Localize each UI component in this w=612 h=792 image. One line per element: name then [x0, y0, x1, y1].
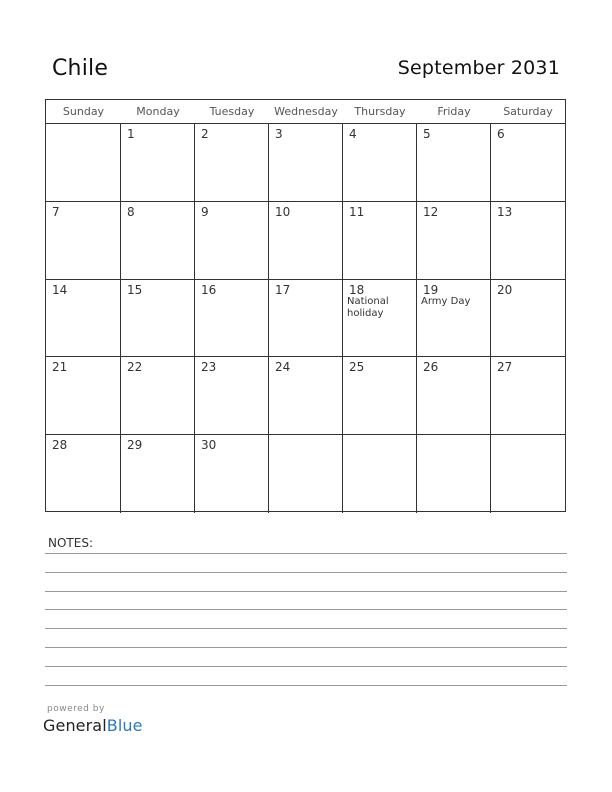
day-cell [343, 202, 417, 280]
day-number: 30 [201, 438, 217, 453]
day-cell [491, 280, 565, 358]
notes-label: NOTES: [48, 536, 93, 550]
day-number: 20 [497, 282, 513, 297]
day-cell [491, 357, 565, 435]
day-number: 11 [349, 204, 365, 219]
day-cell [343, 435, 417, 513]
day-number: 9 [201, 204, 209, 219]
day-cell [195, 124, 269, 202]
day-number: 25 [349, 360, 365, 375]
day-number: 7 [52, 204, 60, 219]
day-cell [417, 357, 491, 435]
weekday-saturday: Saturday [503, 105, 553, 118]
day-cell [46, 202, 121, 280]
day-number: 8 [127, 204, 135, 219]
generalblue-logo [43, 716, 143, 735]
day-number: 2 [201, 127, 209, 141]
day-number: 17 [275, 282, 291, 297]
notes-line [45, 628, 567, 629]
day-cell [269, 435, 343, 513]
calendar-grid [45, 99, 566, 512]
day-number: 23 [201, 360, 217, 375]
day-cell [491, 435, 565, 513]
day-cell [269, 202, 343, 280]
day-number: 10 [275, 204, 291, 219]
day-number: 21 [52, 360, 68, 375]
day-cell [269, 357, 343, 435]
day-cell [417, 435, 491, 513]
notes-line [45, 572, 567, 573]
day-number: 28 [52, 438, 68, 453]
notes-line [45, 647, 567, 648]
day-cell [491, 124, 565, 202]
day-cell [46, 357, 121, 435]
day-cell [417, 202, 491, 280]
day-cell [121, 124, 195, 202]
day-cell [121, 435, 195, 513]
day-cell [121, 357, 195, 435]
day-cell [195, 357, 269, 435]
day-cell [343, 280, 417, 358]
day-cell [269, 124, 343, 202]
day-number: 29 [127, 438, 143, 453]
day-cell [343, 124, 417, 202]
weekday-thursday: Thursday [354, 105, 406, 118]
notes-line [45, 666, 567, 667]
day-cell [46, 435, 121, 513]
logo-general: General [43, 716, 107, 735]
day-cell [195, 435, 269, 513]
notes-line [45, 685, 567, 686]
day-cell [269, 280, 343, 358]
day-cell [491, 202, 565, 280]
notes-line [45, 591, 567, 592]
day-number: 26 [423, 360, 439, 375]
day-number: 6 [497, 127, 505, 141]
weekday-header-row [46, 100, 565, 124]
day-number: 19 [423, 282, 439, 297]
day-cell [121, 202, 195, 280]
day-number: 5 [423, 127, 431, 141]
day-cell [46, 280, 121, 358]
holiday-label: National holiday [347, 295, 389, 319]
day-number: 22 [127, 360, 143, 375]
day-number: 12 [423, 204, 439, 219]
weekday-monday: Monday [136, 105, 180, 118]
logo-blue: Blue [106, 716, 143, 735]
day-number: 13 [497, 204, 513, 219]
day-number: 14 [52, 282, 68, 297]
day-cell [195, 280, 269, 358]
weekday-friday: Friday [437, 105, 471, 118]
weekday-sunday: Sunday [62, 105, 105, 118]
day-cell [121, 280, 195, 358]
day-cell [343, 357, 417, 435]
day-cell [195, 202, 269, 280]
day-number: 4 [349, 127, 357, 141]
country-title: Chile [52, 56, 109, 81]
day-number: 24 [275, 360, 291, 375]
notes-line [45, 609, 567, 610]
day-cell [417, 124, 491, 202]
day-cell [46, 124, 121, 202]
day-number: 18 [349, 282, 365, 297]
month-year-title: September 2031 [397, 57, 560, 79]
powered-by-text: powered by [47, 704, 105, 714]
day-cell [417, 280, 491, 358]
day-number: 1 [127, 127, 135, 141]
day-number: 27 [497, 360, 513, 375]
weekday-wednesday: Wednesday [274, 105, 338, 118]
day-number: 15 [127, 282, 143, 297]
holiday-label: Army Day [421, 295, 471, 307]
day-number: 3 [275, 127, 283, 141]
weekday-tuesday: Tuesday [209, 105, 255, 118]
notes-line [45, 553, 567, 554]
day-number: 16 [201, 282, 217, 297]
